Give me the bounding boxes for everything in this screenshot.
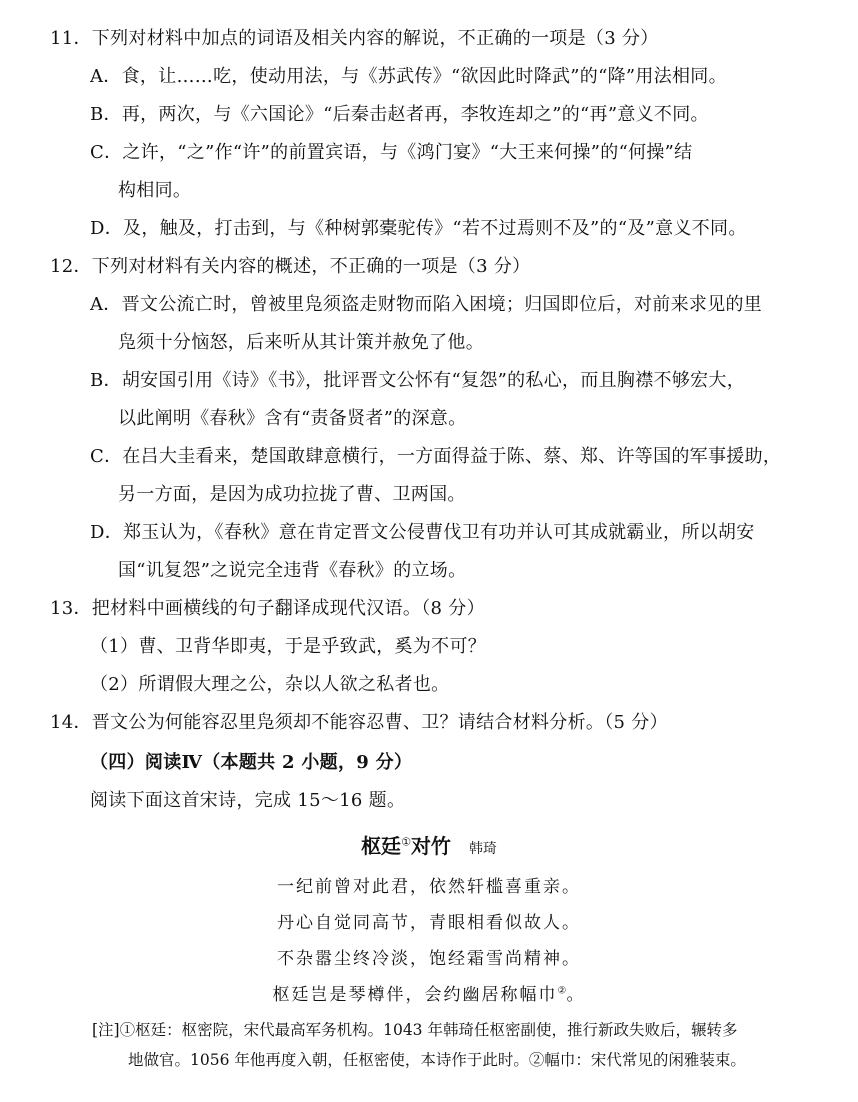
q12-option-c: C．在吕大圭看来，楚国敢肆意横行，一方面得益于陈、蔡、郑、许等国的军事援助，: [90, 446, 782, 467]
q11-option-b: B．再，两次，与《六国论》“后秦击赵者再，李牧连却之”的“再”意义不同。: [90, 104, 709, 125]
q12-option-a-cont: 凫须十分恼怒，后来听从其计策并赦免了他。: [118, 332, 484, 353]
poem-note-line-2: 地做官。1056 年他再度入朝，任枢密使，本诗作于此时。②幅巾：宋代常见的闲雅装束。: [128, 1051, 746, 1069]
poem-author: 韩琦: [468, 841, 497, 857]
section-title: （四）阅读Ⅳ（本题共 2 小题，9 分）: [90, 752, 413, 773]
q11-option-c-cont: 构相同。: [118, 180, 192, 201]
q12-option-d: D．郑玉认为，《春秋》意在肯定晋文公侵曹伐卫有功并认可其成就霸业，所以胡安: [90, 522, 755, 543]
q13-stem: 13．把材料中画横线的句子翻译成现代汉语。（8 分）: [50, 598, 485, 619]
q12-option-d-cont: 国“讥复怨”之说完全违背《春秋》的立场。: [118, 560, 467, 581]
q13-sentence-1: （1）曹、卫背华即夷，于是乎致武，奚为不可？: [90, 636, 487, 657]
q11-stem: 11．下列对材料中加点的词语及相关内容的解说，不正确的一项是（3 分）: [50, 28, 659, 49]
poem-line-3: 不杂嚣尘终冷淡，饱经霜雪尚精神。: [277, 949, 581, 969]
q11-option-a: A．食，让……吃，使动用法，与《苏武传》“欲因此时降武”的“降”用法相同。: [90, 66, 727, 87]
q11-option-d: D．及，触及，打击到，与《种树郭橐驼传》“若不过焉则不及”的“及”意义不同。: [90, 218, 747, 239]
q12-option-b-cont: 以此阐明《春秋》含有“责备贤者”的深意。: [118, 408, 467, 429]
section-intro: 阅读下面这首宋诗，完成 15～16 题。: [90, 790, 406, 811]
poem-line-1: 一纪前曾对此君，依然轩槛喜重亲。: [277, 877, 581, 897]
poem-line-4-text: 枢廷岂是琴樽伴，会约幽居称幅巾: [272, 985, 558, 1005]
poem-line-4-note-mark: ②: [557, 985, 567, 997]
q11-option-c: C．之许，“之”作“许”的前置宾语，与《鸿门宴》“大王来何操”的“何操”结: [90, 142, 693, 163]
poem-line-4: [0, 980, 858, 1005]
poem-title-part-b: 对竹: [410, 834, 451, 858]
q12-stem: 12．下列对材料有关内容的概述，不正确的一项是（3 分）: [50, 256, 531, 277]
poem-title-note-mark: ①: [401, 835, 411, 849]
q14-stem: 14．晋文公为何能容忍里凫须却不能容忍曹、卫？请结合材料分析。（5 分）: [50, 712, 668, 733]
poem-line-4-end: 。: [566, 985, 586, 1005]
poem-title: [0, 830, 858, 859]
q12-option-c-cont: 另一方面，是因为成功拉拢了曹、卫两国。: [118, 484, 466, 505]
q13-sentence-2: （2）所谓假大理之公，杂以人欲之私者也。: [90, 674, 450, 695]
q12-option-a: A．晋文公流亡时，曾被里凫须盗走财物而陷入困境；归国即位后，对前来求见的里: [90, 294, 763, 315]
q12-option-b: B．胡安国引用《诗》《书》，批评晋文公怀有“复怨”的私心，而且胸襟不够宏大，: [90, 370, 746, 391]
poem-note-line-1: [注]①枢廷：枢密院，宋代最高军务机构。1043 年韩琦任枢密副使，推行新政失败后，辗转多: [92, 1021, 738, 1039]
poem-title-part-a: 枢廷: [361, 834, 402, 858]
poem-line-2: 丹心自觉同高节，青眼相看似故人。: [277, 913, 581, 933]
